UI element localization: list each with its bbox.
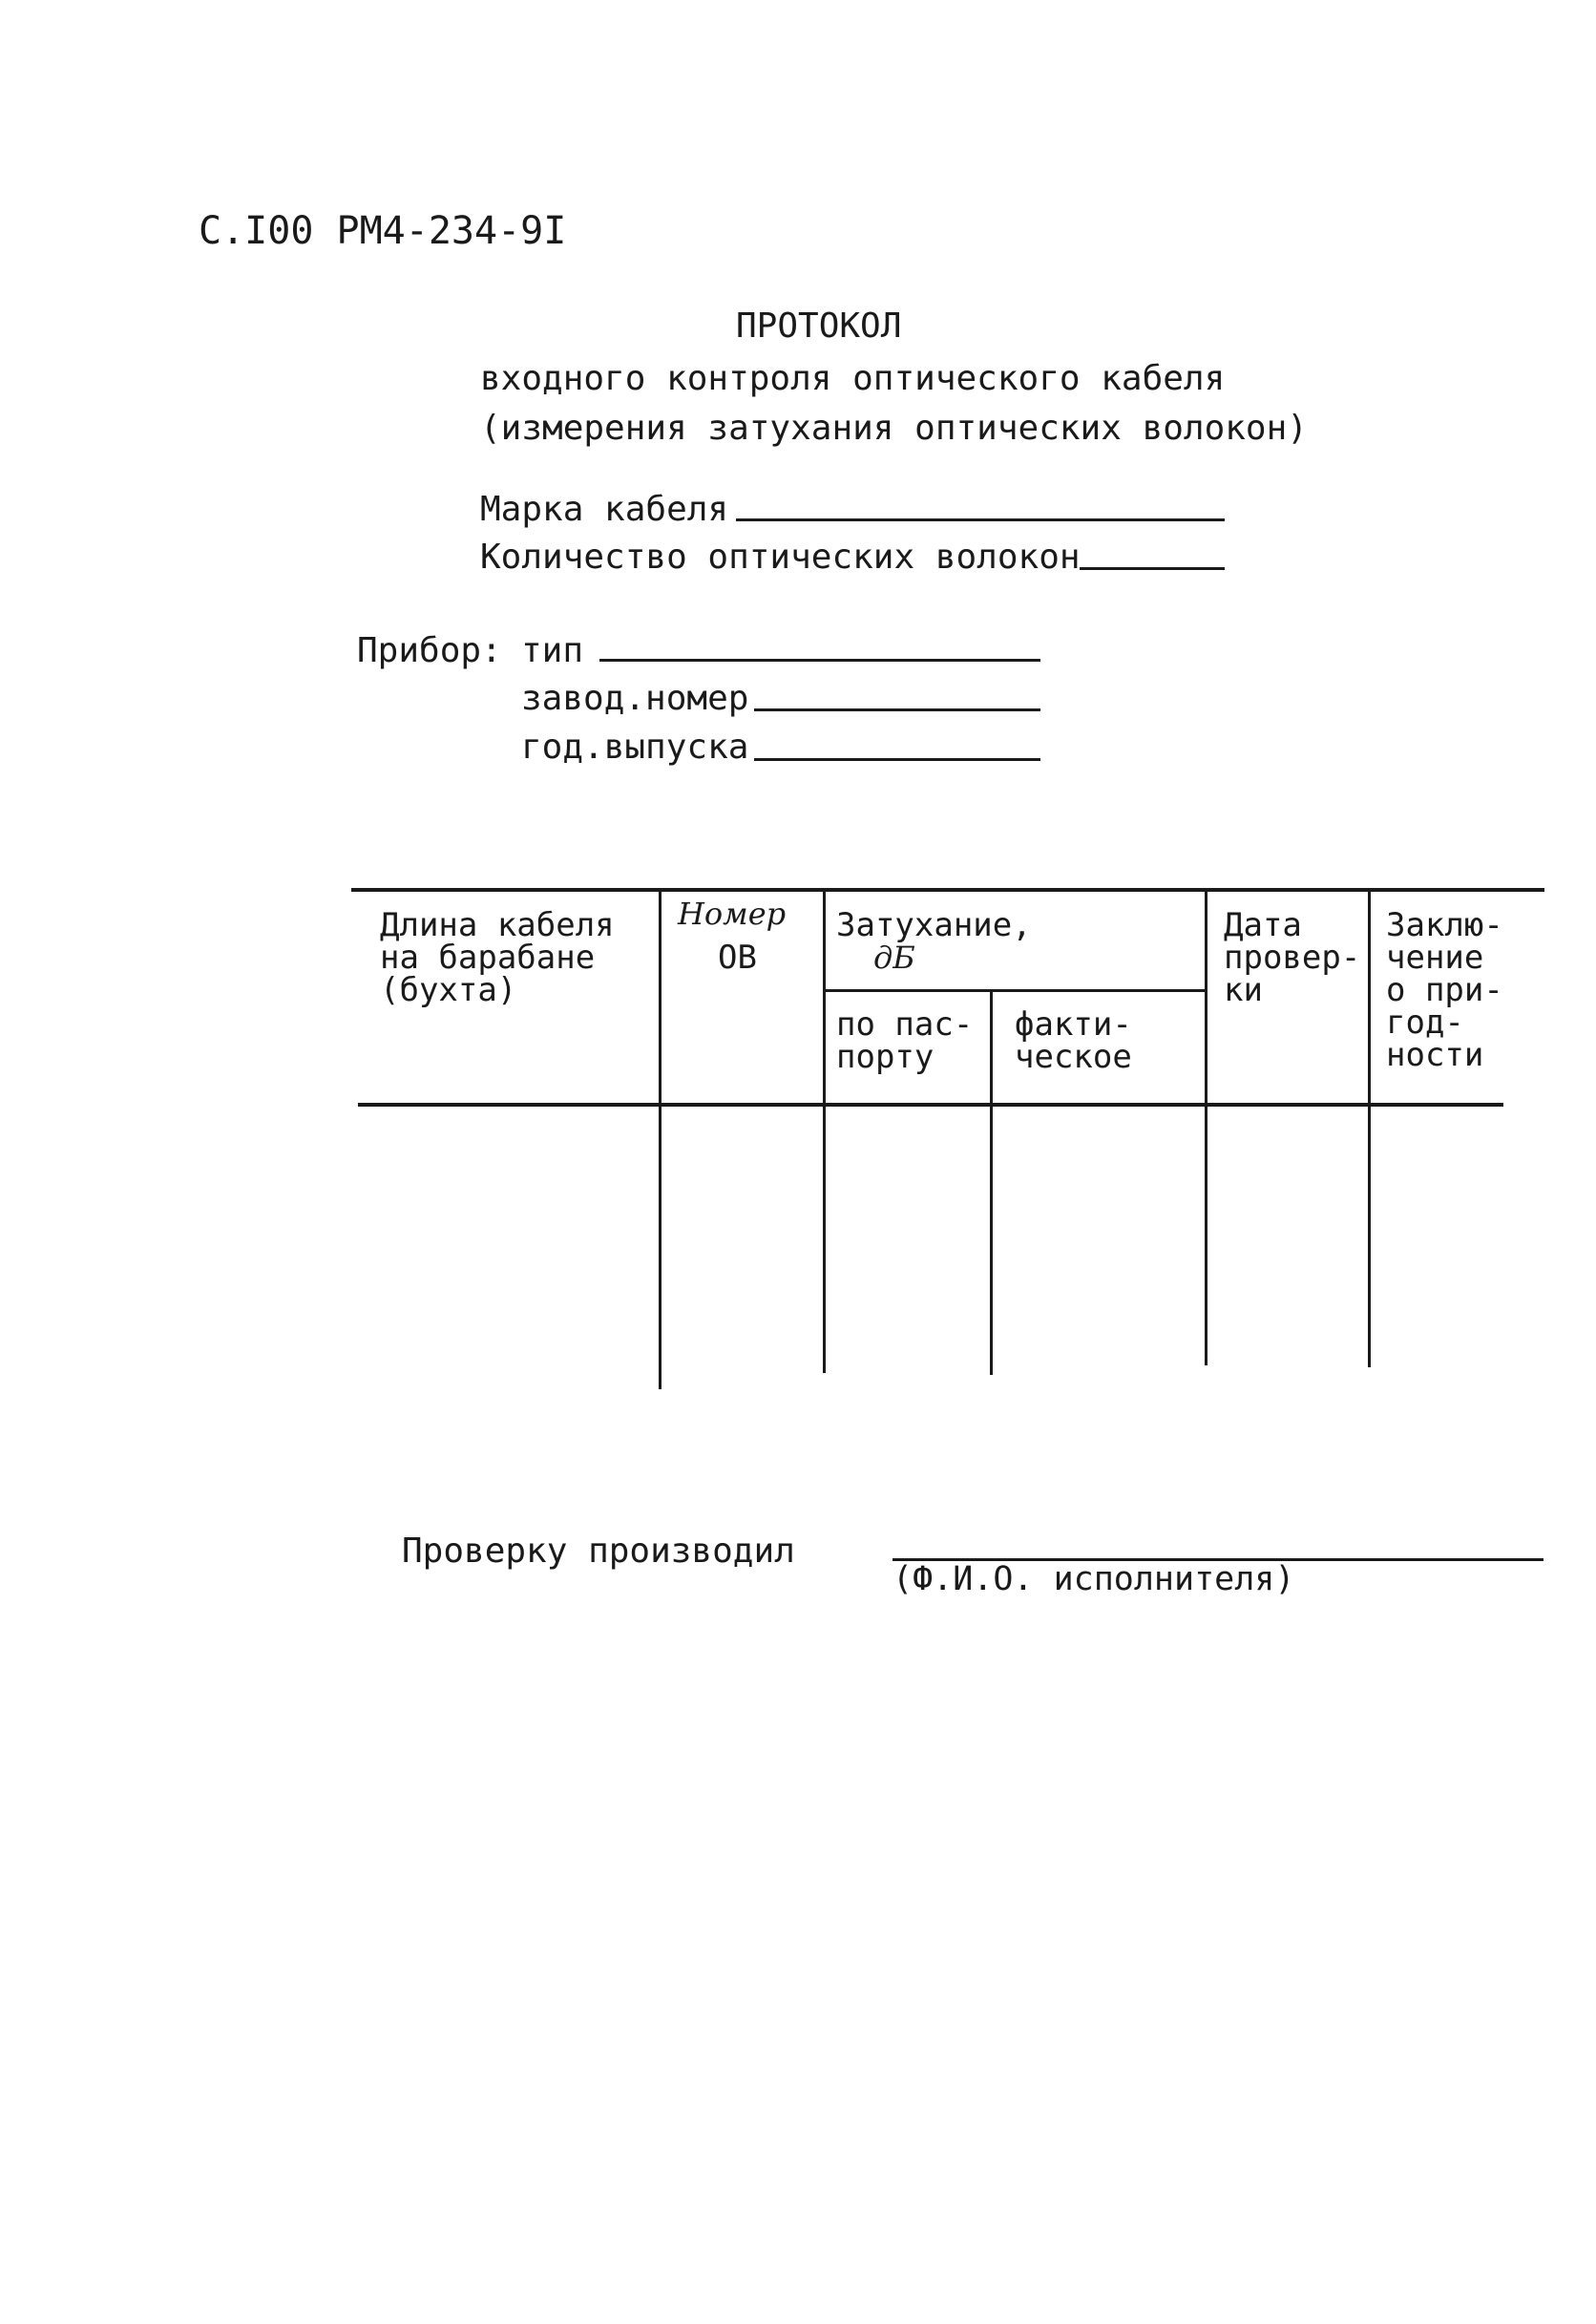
column-divider-4	[1205, 890, 1208, 1365]
device-type-field[interactable]	[599, 659, 1040, 662]
header-by-passport: по пас- порту	[836, 1005, 974, 1076]
attenuation-subheader-rule	[823, 989, 1205, 992]
header-check-date: Дата провер- ки	[1224, 906, 1361, 1009]
signature-caption: (Ф.И.О. исполнителя)	[892, 1560, 1295, 1598]
page-reference: С.I00 РМ4-234-9I	[199, 209, 567, 253]
device-serial-field[interactable]	[754, 708, 1040, 711]
table-header-rule	[358, 1103, 1503, 1107]
column-divider-2	[823, 890, 826, 1373]
document-subtitle-line2: (измерения затухания оптических волокон)	[480, 409, 1308, 448]
document-title: ПРОТОКОЛ	[736, 306, 902, 346]
header-attenuation-unit: дБ	[873, 940, 915, 976]
cable-brand-field[interactable]	[736, 518, 1225, 521]
header-fiber-ov: ОВ	[718, 939, 757, 977]
header-conclusion: Заклю- чение о при- год- ности	[1386, 906, 1503, 1074]
column-divider-3	[990, 991, 993, 1375]
checked-by-label: Проверку производил	[402, 1532, 795, 1571]
device-year-field[interactable]	[754, 758, 1040, 761]
document-subtitle-line1: входного контроля оптического кабеля	[480, 359, 1226, 398]
column-divider-1	[659, 890, 662, 1389]
column-divider-5	[1368, 890, 1371, 1367]
header-attenuation: Затухание,	[836, 906, 1032, 944]
cable-brand-label: Марка кабеля	[480, 490, 729, 529]
header-cable-length: Длина кабеля на барабане (бухта)	[380, 906, 615, 1009]
device-serial-label: завод.номер	[521, 679, 749, 718]
header-fiber-number-handwritten: Номер	[678, 896, 787, 932]
fiber-count-field[interactable]	[1080, 567, 1225, 570]
device-label: Прибор:	[357, 631, 502, 670]
device-year-label: год.выпуска	[521, 728, 749, 767]
fiber-count-label: Количество оптических волокон	[480, 538, 1081, 577]
table-top-rule	[351, 888, 1544, 892]
device-type-label: тип	[521, 631, 584, 670]
header-actual: факти- ческое	[1015, 1005, 1132, 1076]
